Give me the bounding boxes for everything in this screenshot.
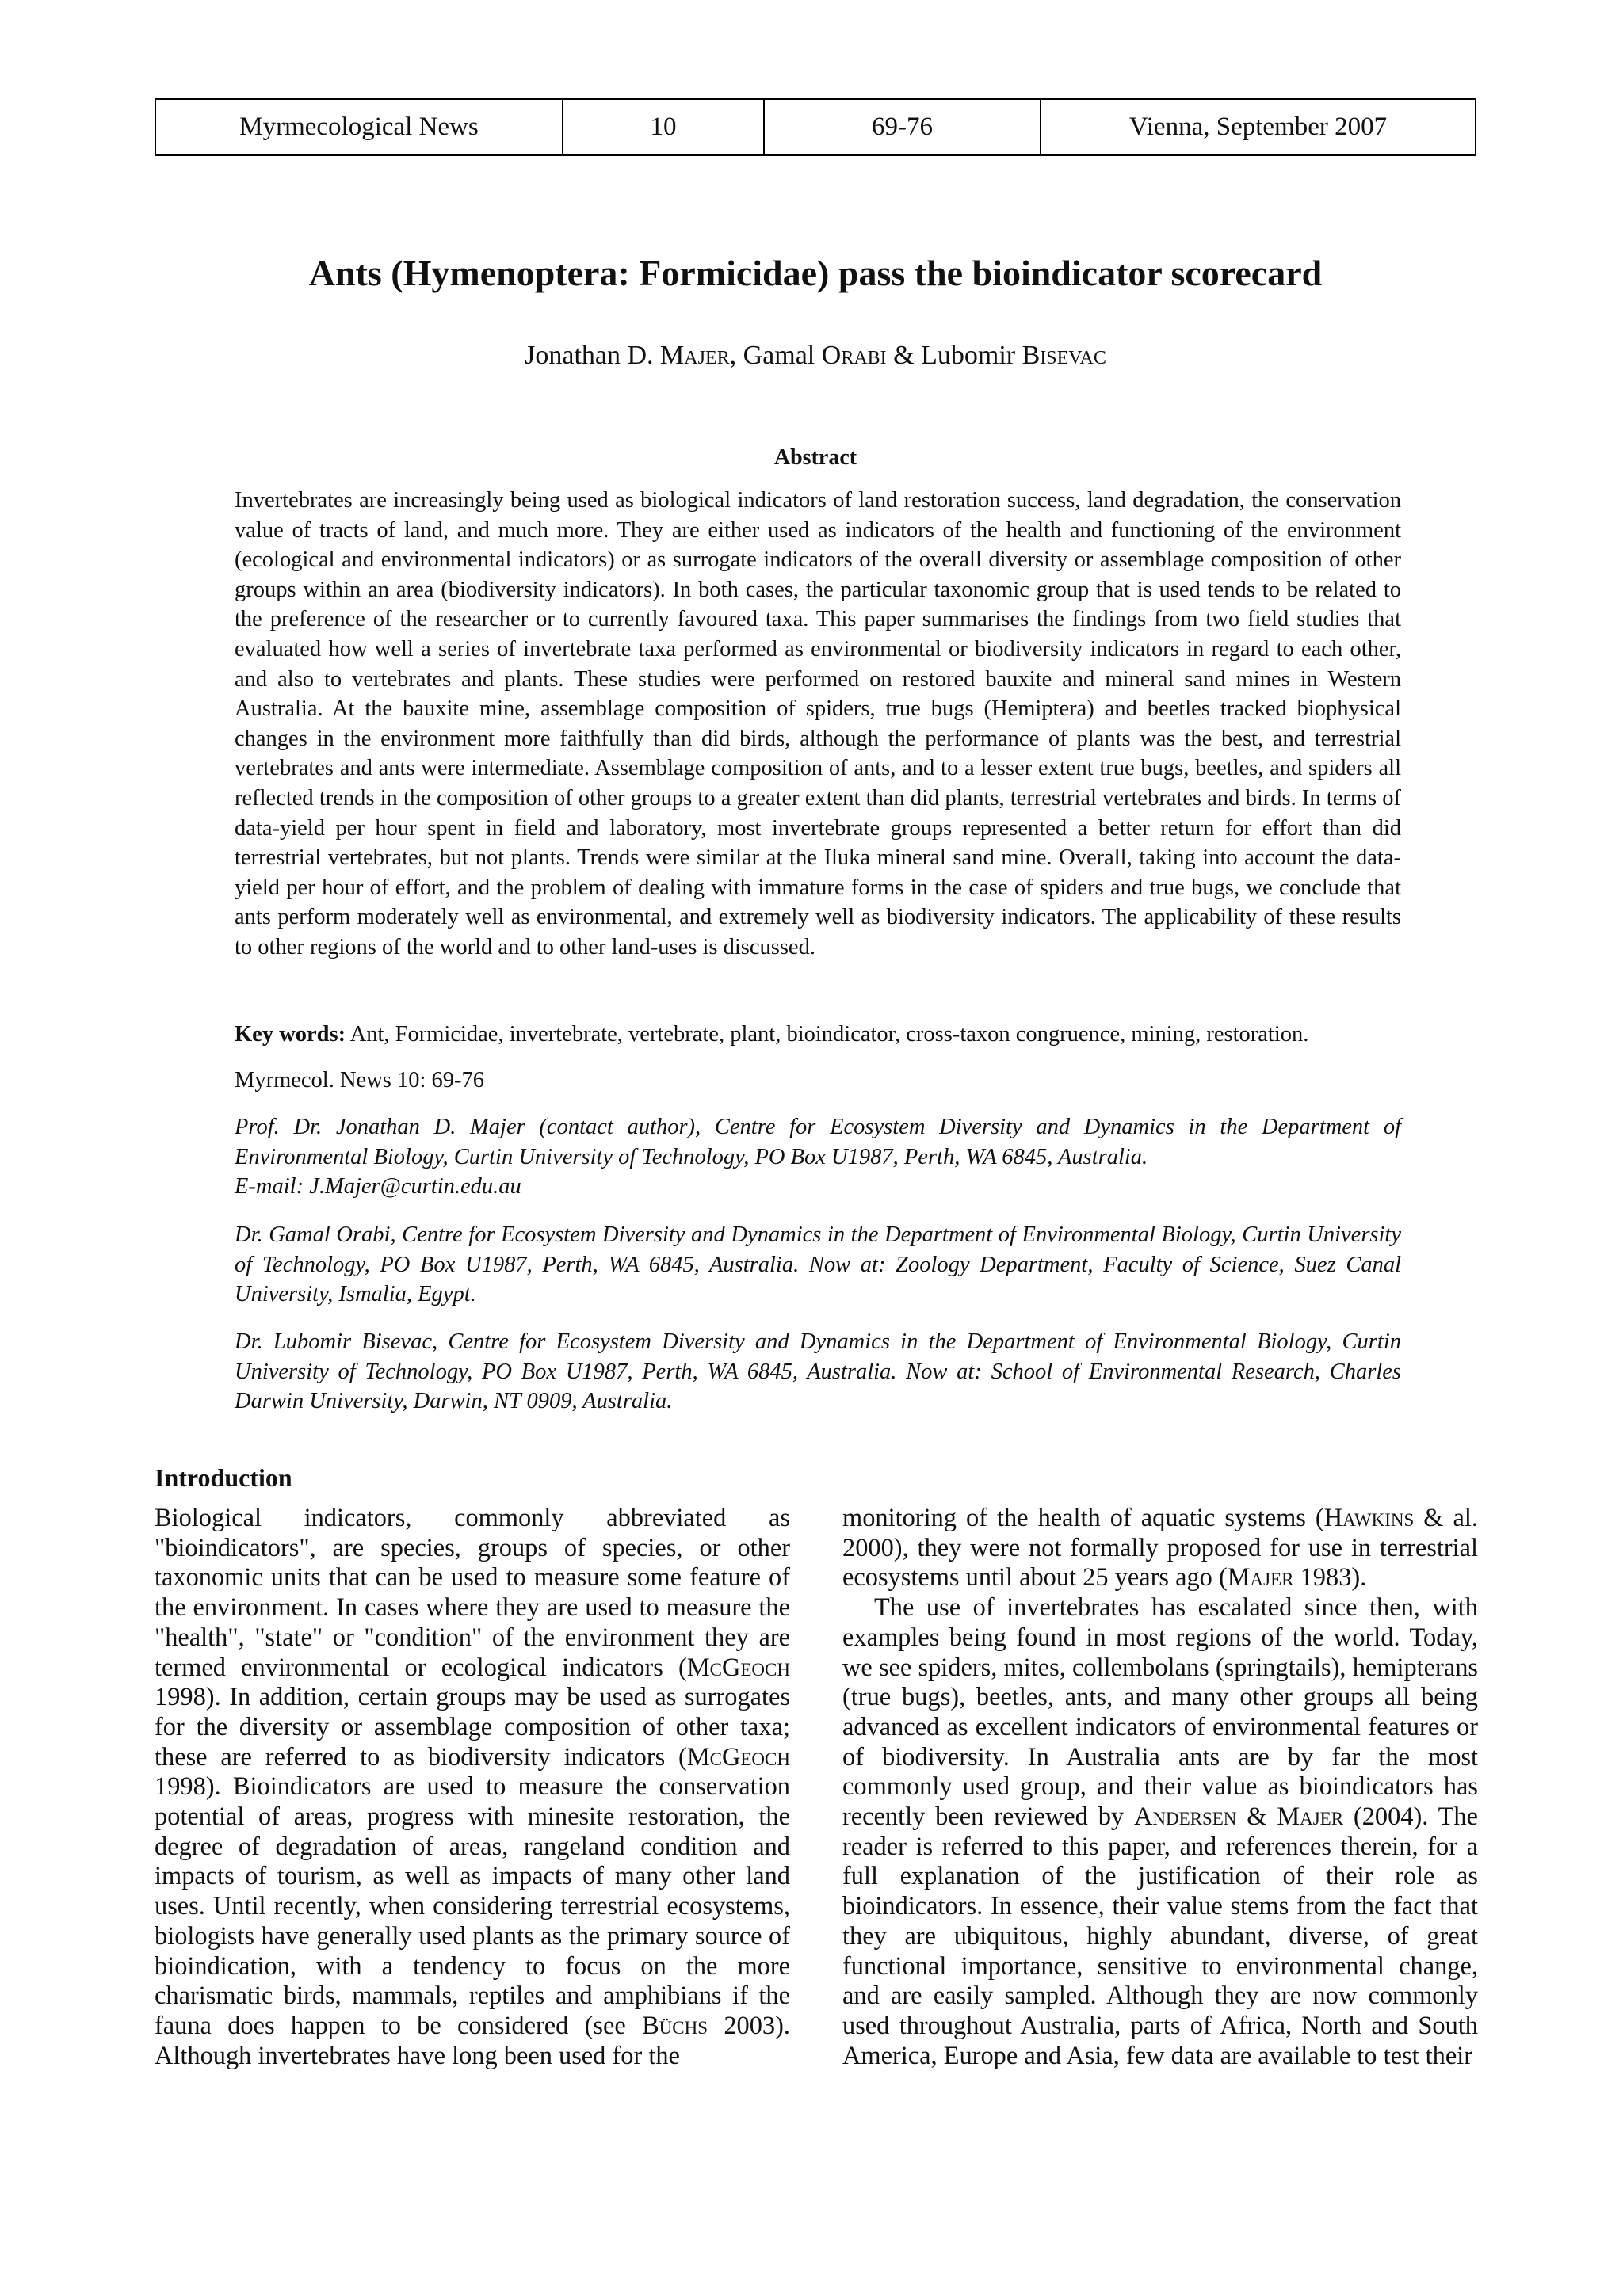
author-separator: , [729,341,743,370]
author-2-last: Orabi [821,341,887,370]
abstract-text: Invertebrates are increasingly being used as biological indicators of land restoration success, land degradation, the conservation value of tracts of land, and much more. They are either used as indicators of the health and functioning of the environment (ecological and environmental indicators) or as surrogate indicators of the overall diversity or assemblage composition of other groups within an area (biodiversity indicators). In both cases, the particular taxonomic group that is used tends to be related to the preference of the researcher or to currently favoured taxa. This paper summarises the findings from two field studies that evaluated how well a series of invertebrate taxa performed as environmental or biodiversity indicators in regard to each other, and also to vertebrates and plants. These studies were performed on restored bauxite and mineral sand mines in Western Australia. At the bauxite mine, assemblage composition of spiders, true bugs (Hemiptera) and beetles tracked biophysical changes in the environment more faithfully than did birds, although the performance of plants was the best, and terrestrial vertebrates and ants were intermediate. Assemblage composition of ants, and to a lesser extent true bugs, beetles, and spiders all reflected trends in the composition of other groups to a greater extent than did plants, terrestrial vertebrates and birds. In terms of data-yield per hour spent in field and laboratory, most invertebrate groups represented a better return for effort than did terrestrial vertebrates, but not plants. Trends were similar at the Iluka mineral sand mine. Overall, taking into account the data-yield per hour of effort, and the problem of dealing with immature forms in the case of spiders and true bugs, we conclude that ants perform moderately well as environmental, and extremely well as biodiversity indicators. The applicability of these results to other regions of the world and to other land-uses is discussed. [235,488,1401,959]
introduction-heading: Introduction [155,1463,292,1492]
reference-author: McGeoch [686,1742,790,1772]
text-run: Biological indicators, commonly abbreviated as "bioindicators", are species, groups of species, or other taxonomic units that can be used to measure some feature of the environment. In cases where they are used to measure the "health", "state" or "condition" of the environment they are termed environmental or ecological indicators ( [155,1504,790,1682]
reference-author: Andersen [1133,1802,1237,1832]
text-run: & al. 2000), they were not formally proposed for use in terrestrial ecosystems until about 25 years ago ( [842,1504,1478,1592]
author-separator: & [886,341,922,370]
text-run: & [1236,1802,1277,1832]
text-run: 2003). Although invertebrates have long been used for the [155,2011,791,2070]
reference-author: Büchs [642,2011,708,2040]
text-run: monitoring of the health of aquatic systems ( [842,1504,1324,1532]
text-run: (2004). The reader is referred to this paper, and references therein, for a full explanation of the justification of their role as bioindicators. In essence, their value stems from the fact that they are ubiquitous, highly abundant, diverse, of great functional importance, sensitive to environmental change, and are easily sampled. Although they are now commonly used throughout Australia, parts of Africa, North and South America, Europe and Asia, few data are available to test their [842,1802,1479,2070]
text-run: 1998). Bioindicators are used to measure the conservation potential of areas, progress with minesite restoration, the degree of degradation of areas, rangeland condition and impacts of tourism, as well as impacts of many other land uses. Until recently, when considering terrestrial ecosystems, biologists have generally used plants as the primary source of bioindication, with a tendency to focus on the more charismatic birds, mammals, reptiles and amphibians if the fauna does happen to be considered (see [155,1772,790,2040]
reference-author: Majer [1277,1802,1344,1832]
header-volume: 10 [563,100,765,154]
keywords [235,1020,1401,1050]
citation: Myrmecol. News 10: 69-76 [235,1068,485,1093]
abstract-heading: Abstract [773,445,857,470]
intro-paragraph [842,1593,1478,2071]
intro-column-left [155,1504,790,2071]
author-2-first: Gamal [743,341,822,370]
intro-paragraph [842,1504,1478,1593]
author-1-first: Jonathan D. [525,341,661,370]
author-3-first: Lubomir [921,341,1022,370]
header-place-date: Vienna, September 2007 [1128,113,1388,141]
contact-email: E-mail: J.Majer@curtin.edu.au [235,1174,521,1199]
paper-title: Ants (Hymenoptera: Formicidae) pass the bioindicator scorecard [308,253,1323,293]
text-run: The use of invertebrates has escalated since then, with examples being found in most regions of the world. Today, we see spiders, mites, collembolans (springtails), hemipterans (true bugs), beetles, ants, and many other groups all being advanced as excellent indicators of environmental features or of biodiversity. In Australia ants are by far the most commonly used group, and their value as bioindicators has recently been reviewed by [842,1593,1478,1832]
text-run: 1998). In addition, certain groups may be used as surrogates for the diversity or assemblage composition of other taxa; these are referred to as biodiversity indicators ( [155,1683,790,1772]
affiliation-majer [235,1112,1401,1202]
intro-column-right [842,1504,1478,2071]
reference-author: Majer [1227,1563,1294,1592]
header-pages: 69-76 [765,100,1041,154]
journal-header-table [155,98,1476,156]
author-list [155,341,1476,371]
keywords-text: Ant, Formicidae, invertebrate, vertebrate, plant, bioindicator, cross-taxon congruence, mining, restoration. [346,1022,1309,1047]
text-run: 1983). [1293,1563,1367,1592]
affiliation-text: Prof. Dr. Jonathan D. Majer (contact author), Centre for Ecosystem Diversity and Dynamics in the Department of Environmental Biology, Curtin University of Technology, PO Box U1987, Perth, WA 6845, Australia. [235,1115,1401,1169]
reference-author: Hawkins [1323,1504,1415,1532]
author-3-last: Bisevac [1022,341,1106,370]
affiliation-orabi: Dr. Gamal Orabi, Centre for Ecosystem Diversity and Dynamics in the Department of Environmental Biology, Curtin University of Technology, PO Box U1987, Perth, WA 6845, Australia. Now at: Zoology Department, Faculty of Science, Suez Canal University, Ismalia, Egypt. [235,1222,1401,1307]
intro-paragraph [155,1504,790,2071]
keywords-label: Key words: [235,1022,346,1047]
author-1-last: Majer [660,341,730,370]
header-journal-name: Myrmecological News [156,100,563,154]
affiliation-bisevac: Dr. Lubomir Bisevac, Centre for Ecosystem Diversity and Dynamics in the Department of Environmental Biology, Curtin University of Technology, PO Box U1987, Perth, WA 6845, Australia. Now at: School of Environmental Research, Charles Darwin University, Darwin, NT 0909, Australia. [235,1329,1401,1414]
reference-author: McGeoch [686,1653,790,1682]
